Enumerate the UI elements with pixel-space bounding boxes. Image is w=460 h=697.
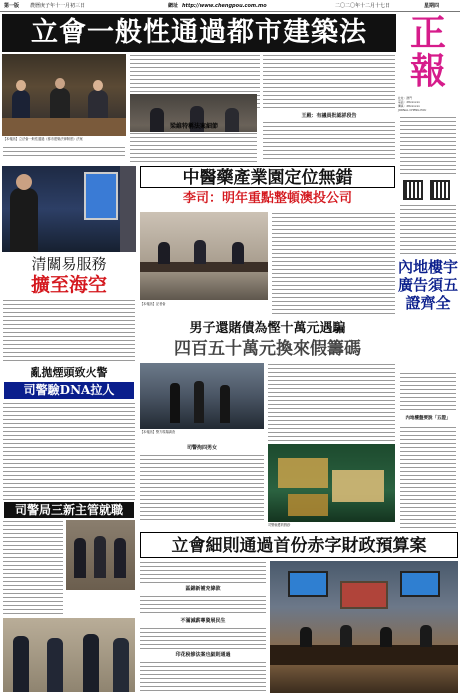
pharma-photo [140, 212, 268, 300]
weekday: 星期四 [424, 3, 440, 9]
arson-headline-1[interactable]: 亂拋煙頭致火警 [4, 366, 134, 381]
masthead-logo [398, 14, 458, 94]
police-chief-headline[interactable]: 司警局三新主管就職 [4, 502, 134, 518]
pharma-headline-2[interactable]: 李司：明年重點整頓澳投公司 [140, 189, 395, 209]
bills-caption: 司警檢獲的假鈔 [268, 523, 291, 527]
lunar-date: 農曆庚子年十一月初三日 [30, 3, 86, 9]
caption-text-block [3, 146, 125, 158]
gamble-pair-subhead: 司警拘四男女 [186, 445, 217, 451]
legislature-photo [2, 54, 126, 136]
article-body [130, 132, 257, 162]
budget-headline[interactable]: 立會細則通過首份赤字財政預算案 [140, 532, 458, 558]
article-body [3, 402, 135, 500]
article-body [140, 561, 266, 583]
wangli-subhead: 王殿：有議員批認詳段告 [301, 113, 357, 119]
masthead-char-2: 報 [409, 50, 446, 92]
counterfeit-photo [140, 363, 264, 429]
issue-date: 二〇二〇年十二月十七日 [335, 3, 391, 9]
tasks-subhead: 梁維特稱法案細節 [169, 123, 218, 130]
pharma-headline-1[interactable]: 中醫藥產業園定位無錯 [140, 166, 395, 188]
sidebar-text-block [400, 204, 456, 254]
section-label: 第一版 [4, 3, 20, 9]
customs-headline-2[interactable]: 擴至海空 [30, 274, 107, 296]
masthead-info-line: 社址：澳門 [398, 96, 412, 100]
article-body [272, 212, 395, 316]
masthead-info [398, 96, 458, 112]
website-label: 網址 [168, 3, 179, 9]
article-body [268, 363, 395, 441]
article-body [3, 299, 135, 363]
main-headline[interactable]: 立會一般性通過都市建築法 [2, 14, 396, 52]
article-body [263, 121, 395, 162]
police-ceremony-photo [3, 618, 135, 692]
sidebar-text-block [400, 426, 456, 530]
article-body [140, 454, 264, 522]
article-body [263, 54, 395, 110]
fake-chips-photo [268, 444, 395, 522]
masthead-char-1: 正 [409, 12, 446, 54]
masthead-info-line: 電話：28xxxxxx [398, 100, 420, 104]
gamble-headline-2[interactable]: 四百五十萬元換來假籌碼 [174, 339, 361, 359]
counterfeit-caption: 【本報訊】警方現場調查 [140, 430, 176, 434]
pharma-caption: 【本報訊】記者會 [140, 302, 166, 306]
budget-subhead-b: 不滿減薪專資展民生 [180, 618, 226, 624]
article-body [140, 595, 266, 615]
article-body [140, 627, 266, 649]
customs-photo [2, 166, 136, 252]
sidebar-headline[interactable]: 內地樓宇廣告須五證齊全 [398, 258, 459, 312]
arson-headline-2[interactable]: 司警驗DNA拉人 [4, 382, 134, 399]
masthead-text-block [400, 116, 456, 176]
article-body [3, 520, 63, 616]
customs-headline-1[interactable]: 清關易服務 [31, 255, 107, 273]
masthead-info-line: JORNAL CHENG POU [398, 108, 427, 112]
drug-group-photo [66, 520, 135, 590]
article-body [140, 661, 266, 693]
budget-subhead-a: 區錦新補充條款 [185, 586, 221, 592]
sidebar-subhead: 內地樓盤要說「五證」 [405, 416, 451, 421]
top-bar [0, 0, 460, 12]
sidebar-text-block [400, 372, 456, 412]
masthead-info-line: 傳真：28xxxxxx [398, 104, 420, 108]
budget-photo [270, 561, 458, 693]
qr-code-icon [430, 180, 450, 200]
budget-subhead-c: 印花稅修法案也細則通過 [175, 652, 231, 658]
qr-code-icon [403, 180, 423, 200]
website-link[interactable]: http://www.chengpou.com.mo [182, 3, 267, 9]
gamble-headline-1[interactable]: 男子還賭債為慳十萬元遇騙 [189, 321, 346, 336]
legislature-caption: 【本報訊】立法會一般性通過《都市建築法律制度》法案 [3, 137, 83, 141]
